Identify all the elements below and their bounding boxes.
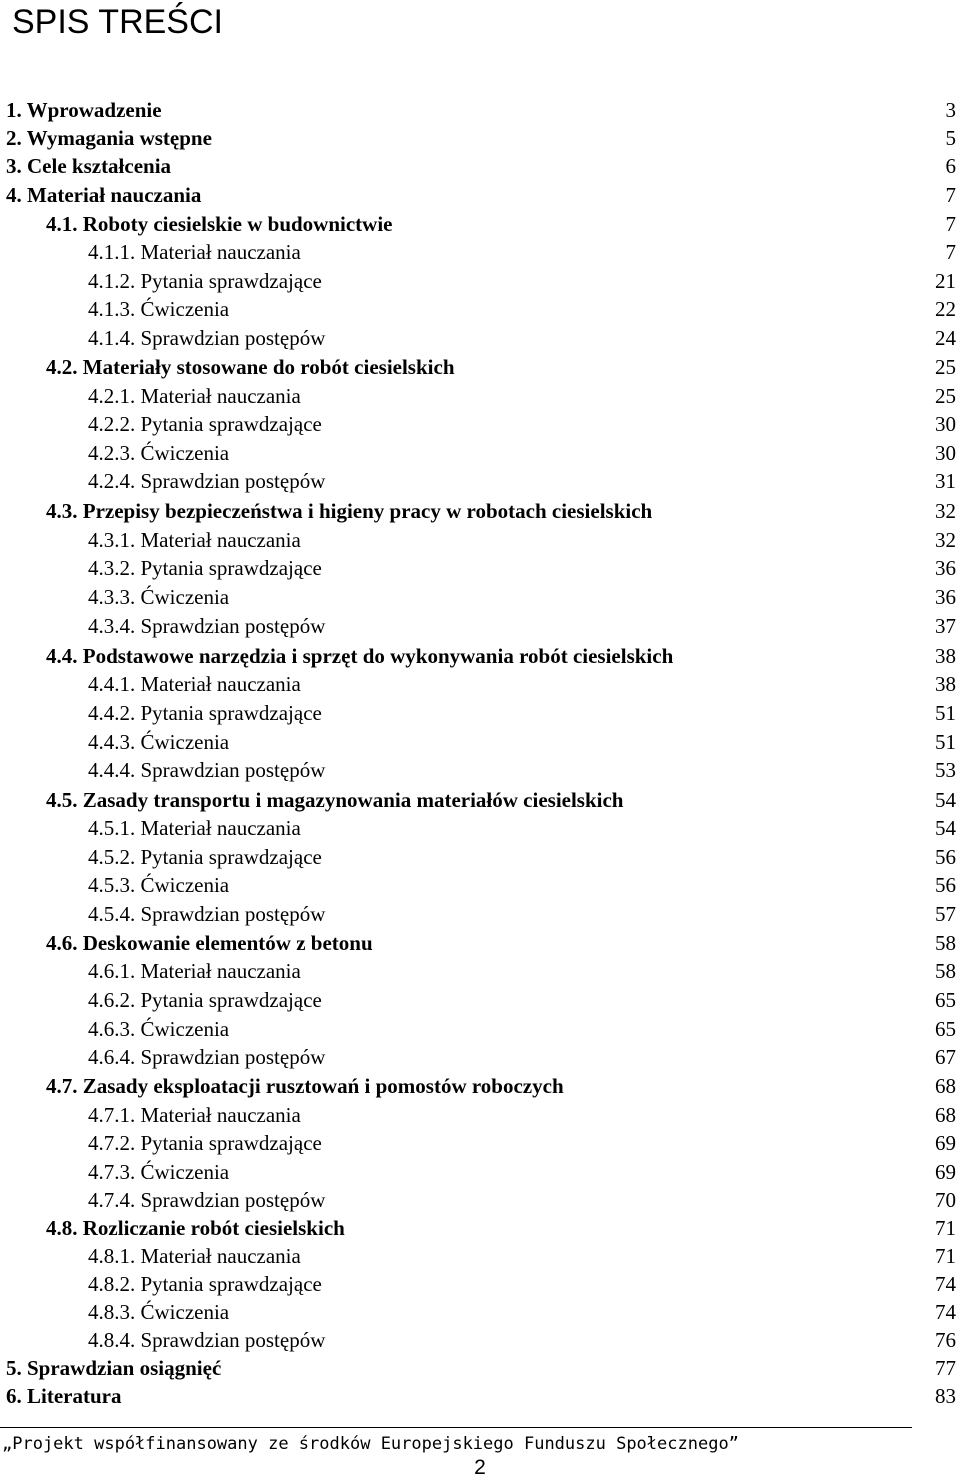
toc-entry-page: 7: [945, 212, 956, 236]
toc-entry-page: 58: [935, 959, 956, 983]
footer-text: „Projekt współfinansowany ze środków Europejskiego Funduszu Społecznego”: [2, 1434, 739, 1454]
toc-entry-label: 3. Cele kształcenia: [6, 154, 172, 178]
toc-entry-page: 3: [945, 98, 956, 122]
toc-entry[interactable]: [0, 181, 960, 209]
toc-entry[interactable]: [0, 814, 960, 842]
toc-entry[interactable]: [0, 1382, 960, 1410]
toc-entry-label: 4.6.4. Sprawdzian postępów: [88, 1045, 326, 1069]
toc-entry[interactable]: [0, 439, 960, 467]
toc-entry-page: 56: [935, 845, 956, 869]
toc-entry-page: 32: [935, 499, 956, 523]
toc-entry-label: 2. Wymagania wstępne: [6, 126, 212, 150]
toc-entry-label: 4.1.2. Pytania sprawdzające: [88, 269, 322, 293]
toc-entry-label: 4.5.2. Pytania sprawdzające: [88, 845, 322, 869]
toc-entry-page: 68: [935, 1074, 956, 1098]
toc-entry-page: 37: [935, 614, 956, 638]
toc-entry-label: 4.2.4. Sprawdzian postępów: [88, 469, 326, 493]
toc-entry-page: 22: [935, 297, 956, 321]
toc-entry[interactable]: [0, 1298, 960, 1326]
toc-entry-label: 6. Literatura: [6, 1384, 122, 1408]
toc-entry-label: 4.1.4. Sprawdzian postępów: [88, 326, 326, 350]
toc-entry[interactable]: [0, 267, 960, 295]
toc-entry-page: 54: [935, 788, 956, 812]
toc-entry[interactable]: [0, 699, 960, 727]
toc-entry-page: 68: [935, 1103, 956, 1127]
toc-entry-page: 67: [935, 1045, 956, 1069]
toc-entry-label: 1. Wprowadzenie: [6, 98, 162, 122]
toc-entry-page: 76: [935, 1328, 956, 1352]
toc-entry[interactable]: [0, 1129, 960, 1157]
toc-entry-label: 4.4.4. Sprawdzian postępów: [88, 758, 326, 782]
toc-entry-page: 38: [935, 644, 956, 668]
toc-entry-page: 56: [935, 873, 956, 897]
toc-entry-page: 77: [935, 1356, 956, 1380]
toc-entry-label: 4.4.2. Pytania sprawdzające: [88, 701, 322, 725]
toc-entry-label: 4.5.3. Ćwiczenia: [88, 873, 230, 897]
toc-entry[interactable]: [0, 1158, 960, 1186]
toc-entry[interactable]: [0, 410, 960, 438]
toc-entry-label: 4.3.1. Materiał nauczania: [88, 528, 301, 552]
toc-entry[interactable]: [0, 843, 960, 871]
toc-entry[interactable]: [0, 1326, 960, 1354]
toc-entry-label: 4.4.3. Ćwiczenia: [88, 730, 230, 754]
toc-entry[interactable]: [0, 929, 960, 957]
page-title: SPIS TREŚCI: [12, 3, 223, 41]
toc-entry-page: 71: [935, 1244, 956, 1268]
toc-entry-label: 4.5.4. Sprawdzian postępów: [88, 902, 326, 926]
toc-entry-page: 51: [935, 701, 956, 725]
toc-entry-page: 70: [935, 1188, 956, 1212]
toc-entry-page: 69: [935, 1131, 956, 1155]
toc-entry[interactable]: [0, 1015, 960, 1043]
toc-entry-label: 4.8.3. Ćwiczenia: [88, 1300, 230, 1324]
toc-entry-page: 32: [935, 528, 956, 552]
toc-entry-page: 54: [935, 816, 956, 840]
toc-entry-page: 69: [935, 1160, 956, 1184]
toc-entry-label: 4.8.4. Sprawdzian postępów: [88, 1328, 326, 1352]
toc-entry-page: 51: [935, 730, 956, 754]
toc-entry-label: 4.6. Deskowanie elementów z betonu: [46, 931, 373, 955]
toc-entry-label: 4.3.2. Pytania sprawdzające: [88, 556, 322, 580]
toc-entry-page: 24: [935, 326, 956, 350]
toc-entry-page: 36: [935, 556, 956, 580]
toc-entry-label: 5. Sprawdzian osiągnięć: [6, 1356, 222, 1380]
toc-entry-page: 57: [935, 902, 956, 926]
toc-entry[interactable]: [0, 1101, 960, 1129]
toc-entry-label: 4.8.2. Pytania sprawdzające: [88, 1272, 322, 1296]
toc-entry-label: 4.1.1. Materiał nauczania: [88, 240, 301, 264]
toc-entry-page: 30: [935, 441, 956, 465]
toc-entry[interactable]: [0, 871, 960, 899]
toc-entry[interactable]: [0, 152, 960, 180]
toc-entry[interactable]: [0, 642, 960, 670]
toc-entry-page: 53: [935, 758, 956, 782]
toc-entry-label: 4.2.3. Ćwiczenia: [88, 441, 230, 465]
toc-entry[interactable]: [0, 1186, 960, 1214]
toc-entry-page: 5: [945, 126, 956, 150]
toc-entry-page: 6: [945, 154, 956, 178]
toc-entry-page: 36: [935, 585, 956, 609]
toc-entry[interactable]: [0, 1270, 960, 1298]
toc-entry[interactable]: [0, 554, 960, 582]
toc-entry[interactable]: [0, 670, 960, 698]
toc-entry-label: 4.7.2. Pytania sprawdzające: [88, 1131, 322, 1155]
toc-entry-label: 4.4.1. Materiał nauczania: [88, 672, 301, 696]
toc-entry-label: 4.2.1. Materiał nauczania: [88, 384, 301, 408]
toc-entry[interactable]: [0, 124, 960, 152]
toc-entry-page: 31: [935, 469, 956, 493]
toc-entry[interactable]: [0, 382, 960, 410]
toc-entry[interactable]: [0, 467, 960, 495]
toc-entry-page: 25: [935, 384, 956, 408]
toc-entry-label: 4.8. Rozliczanie robót ciesielskich: [46, 1216, 345, 1240]
toc-entry-page: 65: [935, 988, 956, 1012]
toc-entry-label: 4.2.2. Pytania sprawdzające: [88, 412, 322, 436]
toc-entry-label: 4.7. Zasady eksploatacji rusztowań i pomostów roboczych: [46, 1074, 564, 1098]
toc-entry-page: 21: [935, 269, 956, 293]
toc-entry-label: 4. Materiał nauczania: [6, 183, 202, 207]
toc-entry-label: 4.7.4. Sprawdzian postępów: [88, 1188, 326, 1212]
toc-entry[interactable]: [0, 1242, 960, 1270]
toc-entry[interactable]: [0, 583, 960, 611]
toc-entry[interactable]: [0, 1214, 960, 1242]
toc-entry-label: 4.6.3. Ćwiczenia: [88, 1017, 230, 1041]
toc-entry[interactable]: [0, 96, 960, 124]
toc-entry-page: 7: [945, 183, 956, 207]
toc-entry[interactable]: [0, 756, 960, 784]
toc-entry[interactable]: [0, 1354, 960, 1382]
toc-entry[interactable]: [0, 210, 960, 238]
toc-entry-page: 7: [945, 240, 956, 264]
toc-entry-label: 4.2. Materiały stosowane do robót ciesielskich: [46, 355, 455, 379]
toc-entry-page: 71: [935, 1216, 956, 1240]
toc-entry-page: 83: [935, 1384, 956, 1408]
toc-entry[interactable]: [0, 786, 960, 814]
toc-entry[interactable]: [0, 497, 960, 525]
toc-entry-label: 4.8.1. Materiał nauczania: [88, 1244, 301, 1268]
toc-entry-label: 4.3.3. Ćwiczenia: [88, 585, 230, 609]
toc-entry-page: 74: [935, 1300, 956, 1324]
toc-entry-label: 4.6.2. Pytania sprawdzające: [88, 988, 322, 1012]
toc-entry-label: 4.1. Roboty ciesielskie w budownictwie: [46, 212, 393, 236]
toc-entry-label: 4.5. Zasady transportu i magazynowania materiałów ciesielskich: [46, 788, 624, 812]
toc-entry-page: 25: [935, 355, 956, 379]
toc-entry[interactable]: [0, 612, 960, 640]
toc-entry[interactable]: [0, 238, 960, 266]
footer-separator: [0, 1427, 912, 1428]
toc-entry[interactable]: [0, 324, 960, 352]
toc-entry-label: 4.3.4. Sprawdzian postępów: [88, 614, 326, 638]
toc-entry-label: 4.5.1. Materiał nauczania: [88, 816, 301, 840]
toc-entry[interactable]: [0, 957, 960, 985]
toc-entry-label: 4.3. Przepisy bezpieczeństwa i higieny pracy w robotach ciesielskich: [46, 499, 653, 523]
toc-entry-page: 30: [935, 412, 956, 436]
toc-entry[interactable]: [0, 728, 960, 756]
toc-entry[interactable]: [0, 900, 960, 928]
toc-entry[interactable]: [0, 986, 960, 1014]
toc-entry[interactable]: [0, 295, 960, 323]
toc-entry[interactable]: [0, 1072, 960, 1100]
toc-entry-label: 4.4. Podstawowe narzędzia i sprzęt do wykonywania robót ciesielskich: [46, 644, 674, 668]
toc-entry[interactable]: [0, 1043, 960, 1071]
toc-entry-page: 74: [935, 1272, 956, 1296]
toc-entry-label: 4.7.1. Materiał nauczania: [88, 1103, 301, 1127]
toc-entry-page: 65: [935, 1017, 956, 1041]
toc-entry-label: 4.7.3. Ćwiczenia: [88, 1160, 230, 1184]
toc-entry[interactable]: [0, 353, 960, 381]
toc-entry-page: 58: [935, 931, 956, 955]
toc-entry-page: 38: [935, 672, 956, 696]
page-number: 2: [474, 1456, 486, 1479]
toc-entry-label: 4.6.1. Materiał nauczania: [88, 959, 301, 983]
toc-entry-label: 4.1.3. Ćwiczenia: [88, 297, 230, 321]
toc-entry[interactable]: [0, 526, 960, 554]
